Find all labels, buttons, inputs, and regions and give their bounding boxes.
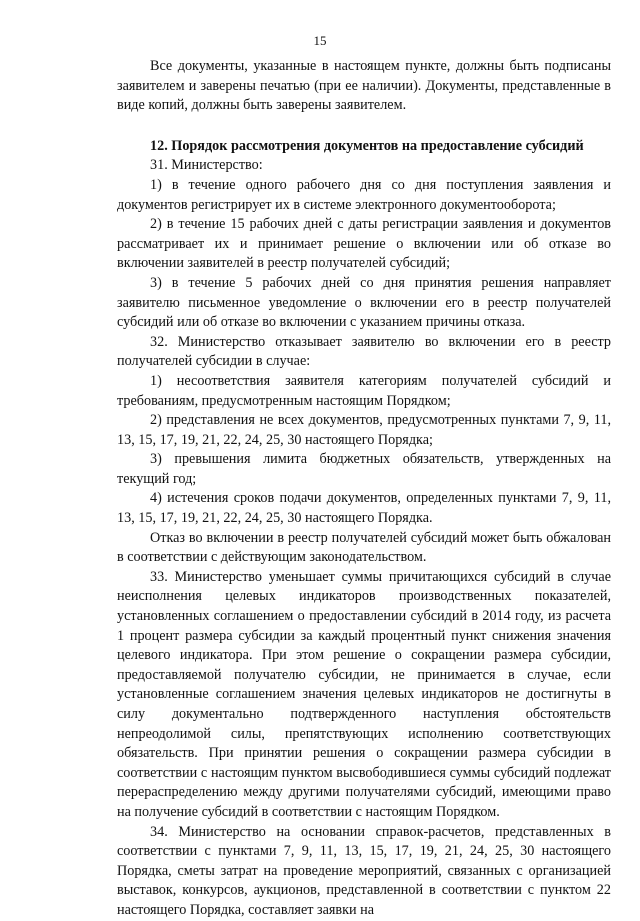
paragraph-34: 34. Министерство на основании справок-расчетов, представленных в соответствии с пунктами 7, 9, 11, 13, 15, 17, 19, 21, 24, 25, 30 настоящего Порядка, сметы затрат на проведение мероприятий, связанных с организацией выставок, конкурсов, аукционов, представленной в соответствии с пунктом 22 настоящего Порядка, составляет заявки на (117, 823, 611, 918)
paragraph-32-refusal: Отказ во включении в реестр получателей субсидий может быть обжалован в соответствии с действующим законодательством. (117, 529, 611, 566)
paragraph-32-item-4: 4) истечения сроков подачи документов, определенных пунктами 7, 9, 11, 13, 15, 17, 19, 21, 22, 24, 25, 30 настоящего Порядка. (117, 490, 611, 527)
paragraph-32-item-1: 1) несоответствия заявителя категориям получателей субсидий и требованиям, предусмотренным настоящим Порядком; (117, 372, 611, 409)
page-number: 15 (313, 33, 327, 48)
paragraph-31: 31. Министерство: (150, 157, 263, 174)
paragraph-31-item-2: 2) в течение 15 рабочих дней с даты регистрации заявления и документов рассматривает их и принимает решение о включении или об отказе во включении заявителей в реестр получателей субсидий; (117, 216, 611, 272)
paragraph-33: 33. Министерство уменьшает суммы причитающихся субсидий в случае неисполнения целевых индикаторов производственных показателей, установленных соглашением о предоставлении субсидий в 2014 году, из расчета 1 процент размера субсидии за каждый процентный пункт снижения значения целевого индикатора. При этом решение о сокращении размера субсидии, предоставляемой получателю субсидии, не принимается в случае, если установленные соглашением значения целевых индикаторов не достигнуты в силу документально подтвержденного наступления обстоятельств непреодолимой силы, препятствующих исполнению соответствующих обязательств. При принятии решения о сокращении размера субсидии в соответствии с настоящим пунктом высвободившиеся суммы субсидий подлежат перераспределению между другими получателями субсидий, имеющими право на получение субсидий в соответствии с настоящим Порядком. (117, 568, 611, 820)
document-body (117, 57, 611, 921)
paragraph-documents-signed: Все документы, указанные в настоящем пункте, должны быть подписаны заявителем и заверены печатью (при ее наличии). Документы, представленные в виде копий, должны быть заверены заявителем. (117, 58, 611, 114)
section-title: 12. Порядок рассмотрения документов на предоставление субсидий (150, 137, 584, 154)
paragraph-31-item-3: 3) в течение 5 рабочих дней со дня принятия решения направляет заявителю письменное уведомление о включении его в реестр получателей субсидий или об отказе во включении с указанием причины отказа. (117, 274, 611, 331)
paragraph-32: 32. Министерство отказывает заявителю во включении его в реестр получателей субсидии в случае: (117, 333, 611, 370)
paragraph-31-item-1: 1) в течение одного рабочего дня со дня поступления заявления и документов регистрирует их в системе электронного документооборота; (117, 176, 611, 213)
paragraph-32-item-3: 3) превышения лимита бюджетных обязательств, утвержденных на текущий год; (117, 451, 611, 487)
paragraph-32-item-2: 2) представления не всех документов, предусмотренных пунктами 7, 9, 11, 13, 15, 17, 19, 21, 22, 24, 25, 30 настоящего Порядка; (117, 412, 611, 448)
